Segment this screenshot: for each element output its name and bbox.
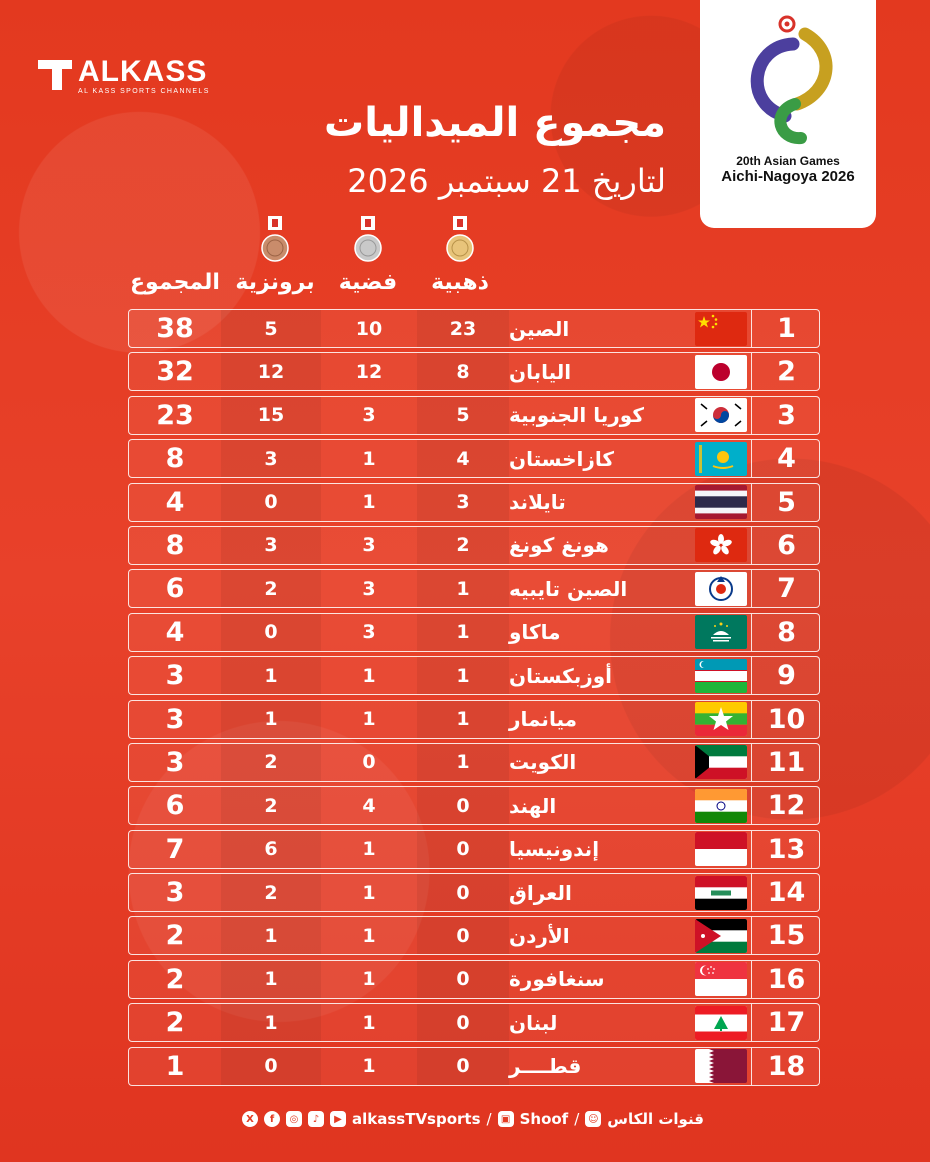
divider: / <box>574 1110 580 1128</box>
flag-cell <box>693 657 749 694</box>
country-name: سنغافورة <box>509 967 605 992</box>
snapchat-icon[interactable]: ☺ <box>585 1111 601 1127</box>
asian-games-emblem-icon <box>733 12 843 152</box>
gold-count: 1 <box>417 570 509 607</box>
brand-tagline: AL KASS SPORTS CHANNELS <box>78 88 210 95</box>
shoof-label[interactable]: Shoof <box>519 1110 569 1128</box>
event-host-label: Aichi-Nagoya 2026 <box>721 168 855 185</box>
thailand-flag-icon <box>695 485 747 519</box>
instagram-icon[interactable]: ◎ <box>286 1111 302 1127</box>
silver-label: فضية <box>338 270 398 295</box>
country-name: اليابان <box>509 359 572 384</box>
bronze-count: 0 <box>221 1048 321 1085</box>
table-row-6 <box>128 526 820 565</box>
silver-count: 1 <box>362 447 376 470</box>
table-row-1 <box>128 309 820 348</box>
silver-count: 1 <box>362 924 376 947</box>
table-row-3 <box>128 396 820 435</box>
total-count: 2 <box>165 1007 185 1039</box>
silver-count: 1 <box>362 968 376 991</box>
total-count: 7 <box>165 833 185 865</box>
bronze-count: 1 <box>221 961 321 998</box>
gold-count: 0 <box>417 1048 509 1085</box>
south-korea-flag-icon <box>695 398 747 432</box>
bronze-count: 1 <box>221 917 321 954</box>
qatar-flag-icon <box>695 1049 747 1083</box>
rank: 4 <box>751 440 821 477</box>
bronze-count: 2 <box>221 744 321 781</box>
flag-cell <box>693 440 749 477</box>
page-title: مجموع الميداليات <box>324 100 666 146</box>
gold-count: 0 <box>417 961 509 998</box>
bronze-count: 2 <box>221 787 321 824</box>
total-count: 6 <box>165 790 185 822</box>
hong-kong-flag-icon <box>695 528 747 562</box>
total-count: 38 <box>156 313 194 344</box>
total-count: 3 <box>165 660 185 692</box>
total-count: 3 <box>165 877 185 909</box>
gold-count: 1 <box>417 701 509 738</box>
country-name: الأردن <box>509 923 570 948</box>
channels-label: قنوات الكاس <box>607 1110 704 1128</box>
flag-cell <box>693 570 749 607</box>
gold-count: 4 <box>417 440 509 477</box>
silver-count: 10 <box>355 317 383 340</box>
silver-count: 1 <box>362 838 376 861</box>
social-handle[interactable]: alkassTVsports <box>352 1110 481 1128</box>
total-count: 23 <box>156 399 194 431</box>
rank: 11 <box>751 744 821 781</box>
bronze-count: 12 <box>221 353 321 390</box>
rank: 3 <box>751 397 821 434</box>
bronze-count: 5 <box>221 310 321 347</box>
bronze-count: 15 <box>221 397 321 434</box>
alkass-mark-icon <box>38 56 72 90</box>
rank: 15 <box>751 917 821 954</box>
china-flag-icon <box>695 312 747 346</box>
gold-count: 5 <box>417 397 509 434</box>
total-count: 8 <box>165 443 185 475</box>
gold-count: 2 <box>417 527 509 564</box>
lebanon-flag-icon <box>695 1006 747 1040</box>
silver-count: 1 <box>362 491 376 514</box>
silver-count: 0 <box>362 751 376 774</box>
table-row-15 <box>128 916 820 955</box>
table-row-12 <box>128 786 820 825</box>
uzbekistan-flag-icon <box>695 659 747 693</box>
country-name: ميانمار <box>509 707 577 732</box>
bronze-count: 6 <box>221 831 321 868</box>
chinese-taipei-flag-icon <box>695 572 747 606</box>
flag-cell <box>693 787 749 824</box>
kazakhstan-flag-icon <box>695 442 747 476</box>
gold-count: 0 <box>417 787 509 824</box>
country-name: ماكاو <box>509 620 561 645</box>
bronze-medal-icon <box>260 216 290 266</box>
youtube-icon[interactable]: ▶ <box>330 1111 346 1127</box>
gold-count: 3 <box>417 484 509 521</box>
tiktok-icon[interactable]: ♪ <box>308 1111 324 1127</box>
bronze-count: 1 <box>221 657 321 694</box>
table-row-16 <box>128 960 820 999</box>
iraq-flag-icon <box>695 876 747 910</box>
flag-cell <box>693 874 749 911</box>
bronze-count: 1 <box>221 1004 321 1041</box>
rank: 2 <box>751 353 821 390</box>
flag-cell <box>693 397 749 434</box>
country-name: إندونيسيا <box>509 837 600 862</box>
asian-games-logo <box>700 0 876 228</box>
country-name: هونغ كونغ <box>509 533 609 558</box>
total-count: 1 <box>165 1050 185 1082</box>
flag-cell <box>693 831 749 868</box>
indonesia-flag-icon <box>695 832 747 866</box>
bronze-count: 1 <box>221 701 321 738</box>
singapore-flag-icon <box>695 962 747 996</box>
silver-count: 3 <box>362 621 376 644</box>
myanmar-flag-icon <box>695 702 747 736</box>
total-count: 2 <box>165 963 185 995</box>
rank: 14 <box>751 874 821 911</box>
gold-label: ذهبية <box>431 270 489 295</box>
total-count: 6 <box>165 573 185 605</box>
kuwait-flag-icon <box>695 745 747 779</box>
flag-cell <box>693 917 749 954</box>
rank: 8 <box>751 614 821 651</box>
page-subtitle: لتاريخ 21 سبتمبر 2026 <box>347 162 666 200</box>
silver-count: 12 <box>355 360 383 383</box>
bronze-count: 0 <box>221 484 321 521</box>
bronze-count: 3 <box>221 440 321 477</box>
bronze-count: 2 <box>221 874 321 911</box>
gold-column-header <box>410 216 510 295</box>
flag-cell <box>693 614 749 651</box>
silver-count: 1 <box>362 1011 376 1034</box>
alkass-logo <box>38 56 210 95</box>
japan-flag-icon <box>695 355 747 389</box>
total-count: 4 <box>165 486 185 518</box>
table-row-14 <box>128 873 820 912</box>
country-name: كازاخستان <box>509 446 615 471</box>
table-row-13 <box>128 830 820 869</box>
flag-cell <box>693 310 749 347</box>
total-count: 3 <box>165 746 185 778</box>
flag-cell <box>693 527 749 564</box>
brand-name: ALKASS <box>78 55 208 88</box>
silver-count: 1 <box>362 708 376 731</box>
table-row-4 <box>128 439 820 478</box>
country-name: قطــــر <box>509 1054 582 1079</box>
rank: 17 <box>751 1004 821 1041</box>
silver-count: 1 <box>362 1055 376 1078</box>
gold-count: 8 <box>417 353 509 390</box>
table-row-7 <box>128 569 820 608</box>
country-name: الصين تايبيه <box>509 576 628 601</box>
flag-cell <box>693 701 749 738</box>
india-flag-icon <box>695 789 747 823</box>
silver-count: 3 <box>362 577 376 600</box>
flag-cell <box>693 484 749 521</box>
table-row-17 <box>128 1003 820 1042</box>
rank: 10 <box>751 701 821 738</box>
bronze-label: برونزية <box>235 270 315 295</box>
rank: 5 <box>751 484 821 521</box>
table-row-11 <box>128 743 820 782</box>
table-row-8 <box>128 613 820 652</box>
flag-cell <box>693 1048 749 1085</box>
rank: 6 <box>751 527 821 564</box>
total-count: 8 <box>165 529 185 561</box>
country-name: الكويت <box>509 750 577 775</box>
total-column-header: المجموع <box>130 270 220 295</box>
total-count: 2 <box>165 920 185 952</box>
flag-cell <box>693 744 749 781</box>
country-name: الصين <box>509 316 570 341</box>
bronze-count: 3 <box>221 527 321 564</box>
silver-count: 3 <box>362 404 376 427</box>
rank: 12 <box>751 787 821 824</box>
country-name: تايلاند <box>509 490 566 515</box>
total-count: 32 <box>156 356 194 388</box>
flag-cell <box>693 961 749 998</box>
jordan-flag-icon <box>695 919 747 953</box>
bronze-count: 0 <box>221 614 321 651</box>
gold-count: 0 <box>417 831 509 868</box>
country-name: كوريا الجنوبية <box>509 403 644 428</box>
silver-count: 1 <box>362 881 376 904</box>
silver-count: 4 <box>362 794 376 817</box>
rank: 7 <box>751 570 821 607</box>
gold-count: 0 <box>417 874 509 911</box>
country-name: العراق <box>509 880 572 905</box>
silver-count: 3 <box>362 534 376 557</box>
total-count: 4 <box>165 616 185 648</box>
rank: 18 <box>751 1048 821 1085</box>
gold-count: 1 <box>417 657 509 694</box>
rank: 9 <box>751 657 821 694</box>
gold-count: 23 <box>417 310 509 347</box>
bronze-column-header <box>225 216 325 295</box>
table-row-10 <box>128 700 820 739</box>
rank: 13 <box>751 831 821 868</box>
silver-medal-icon <box>353 216 383 266</box>
facebook-icon[interactable]: f <box>264 1111 280 1127</box>
rank: 1 <box>751 310 821 347</box>
event-edition-label: 20th Asian Games <box>736 154 840 168</box>
bronze-count: 2 <box>221 570 321 607</box>
country-name: لبنان <box>509 1010 558 1035</box>
shoof-icon: ▣ <box>498 1111 514 1127</box>
medal-table <box>128 309 820 1090</box>
gold-medal-icon <box>445 216 475 266</box>
macau-flag-icon <box>695 615 747 649</box>
table-row-5 <box>128 483 820 522</box>
country-name: أوزبكستان <box>509 663 613 688</box>
country-name: الهند <box>509 793 557 818</box>
x-icon[interactable]: X <box>242 1111 258 1127</box>
gold-count: 1 <box>417 614 509 651</box>
silver-count: 1 <box>362 664 376 687</box>
flag-cell <box>693 1004 749 1041</box>
divider: / <box>486 1110 492 1128</box>
table-row-9 <box>128 656 820 695</box>
table-row-2 <box>128 352 820 391</box>
gold-count: 0 <box>417 917 509 954</box>
silver-column-header <box>318 216 418 295</box>
total-count: 3 <box>165 703 185 735</box>
gold-count: 1 <box>417 744 509 781</box>
footer-social-bar <box>242 1110 722 1128</box>
rank: 16 <box>751 961 821 998</box>
table-row-18 <box>128 1047 820 1086</box>
gold-count: 0 <box>417 1004 509 1041</box>
flag-cell <box>693 353 749 390</box>
